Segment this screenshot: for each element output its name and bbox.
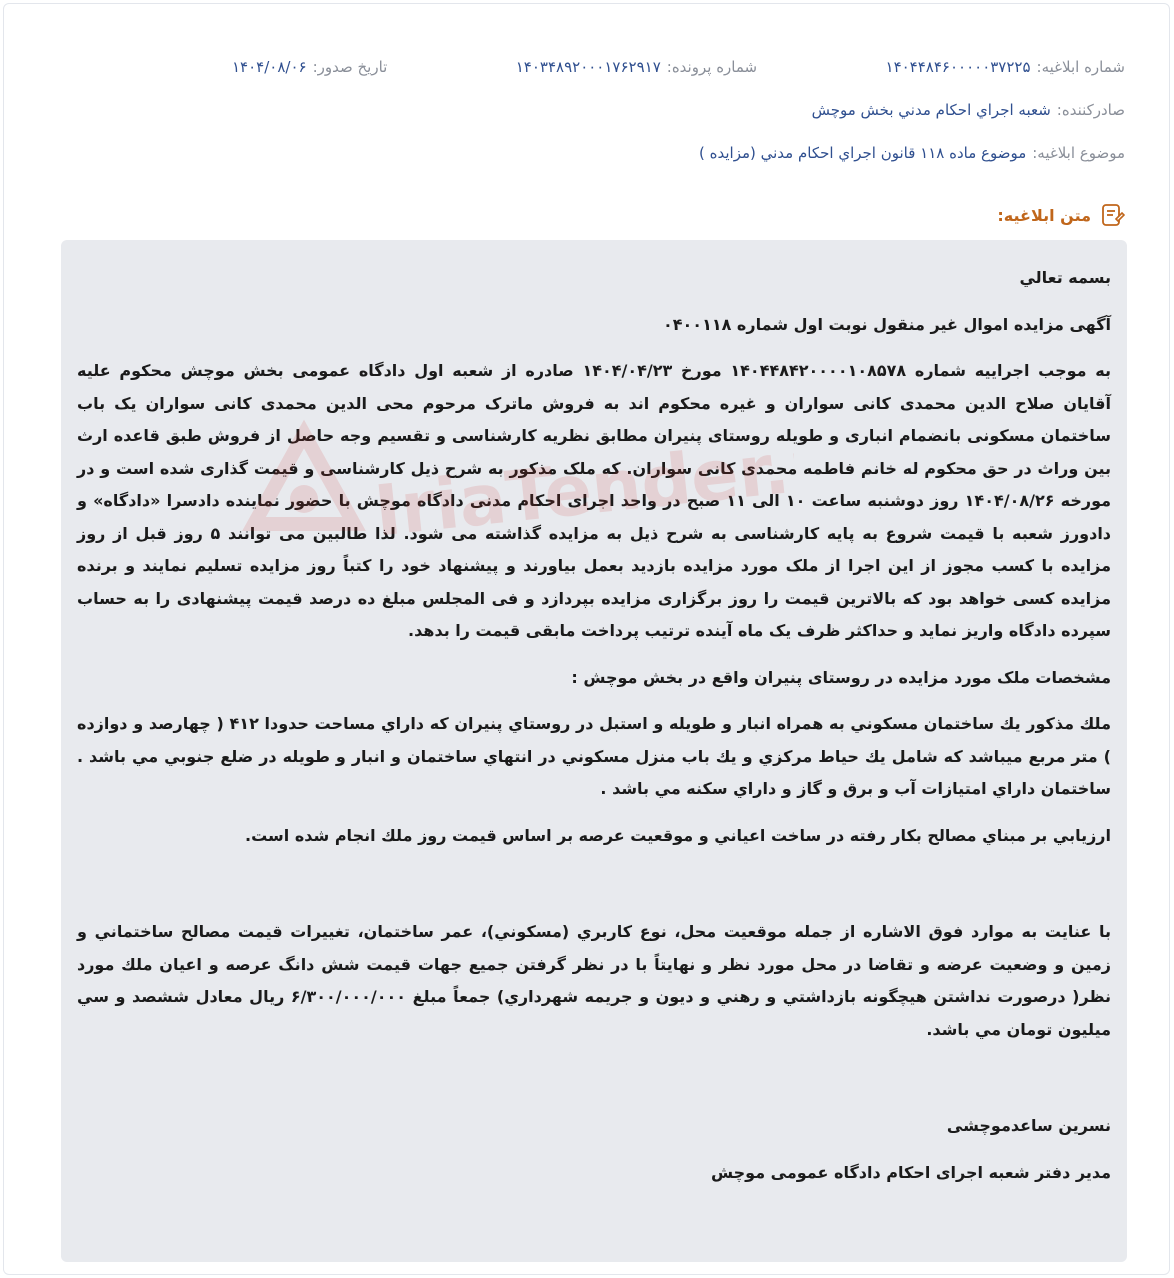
subject-value: موضوع ماده ۱۱۸ قانون اجراي احكام مدني (مزايده ) (699, 144, 1027, 162)
case-number-label: شماره پرونده: (666, 58, 758, 76)
meta-row (48, 58, 1125, 76)
case-number-value: ۱۴۰۳۴۸۹۲۰۰۰۱۷۶۲۹۱۷ (515, 58, 661, 76)
case-number (516, 58, 757, 76)
body-title: آگهی مزایده اموال غیر منقول نوبت اول شماره ۰۴۰۰۱۱۸ (663, 314, 1111, 334)
notice-number (886, 58, 1125, 76)
body-heading: بسمه تعالي (1019, 268, 1111, 287)
notice-body (61, 240, 1127, 1262)
document-icon (1099, 202, 1125, 228)
notice-number-label: شماره ابلاغیه: (1036, 58, 1125, 76)
section-title (997, 202, 1125, 228)
body-paragraph-main: به موجب اجراییه شماره ۱۴۰۴۴۸۴۲۰۰۰۰۱۰۸۵۷۸ مورخ ۱۴۰۴/۰۴/۲۳ صادره از شعبه اول دادگاه عمومی بخش موچش محکوم علیه آقایان صلاح الدین محمدی کانی سواران و غیره محکوم اند به فروش ماترک مرحوم محی الدین محمدی کانی سواران یک باب ساختمان مسکونی بانضمام انباری و طویله روستای پنیران مطابق نظریه کارشناسی و تقسیم وجه حاصل از فروش طبق قاعده ارث بین وراث در حق محکوم له خانم فاطمه محمدی کانی سواران. که ملک مذکور به شرح ذیل کارشناسی و قیمت گذاری شده است و در مورخه ۱۴۰۴/۰۸/۲۶ روز دوشنبه ساعت ۱۰ الی ۱۱ صبح در واحد اجرای احکام مدنی دادگاه موچش با حضور نماینده دادسرا «دادگاه» و دادورز شعبه با قیمت شروع به پایه کارشناسی به شرح ذیل به مزایده گذاشته می شود. لذا طالبین می توانند ۵ روز قبل از روز مزایده با کسب مجوز از این اجرا از ملک مورد مزایده بازدید بعمل بیاورند و پیشنهاد خود را کتباً روز مزایده تسلیم نمایند و برنده مزایده کسی خواهد بود که بالاترین قیمت را روز برگزاری مزایده بپردازد و فی المجلس مبلغ ده درصد قیمت پیشنهادی را به حساب سپرده دادگاه واریز نماید و حداکثر ظرف یک ماه آینده ترتیب پرداخت مابقی قیمت را بدهد. (77, 361, 1112, 640)
body-valuation-basis: ارزيابي بر مبناي مصالح بكار رفته در ساخت اعياني و موقعيت عرصه بر اساس قيمت روز ملك انجام شده است. (245, 825, 1111, 845)
issue-date (232, 58, 387, 76)
signer-title: مدیر دفتر شعبه اجرای احکام دادگاه عمومی موچش (711, 1162, 1111, 1182)
body-valuation-total: با عنايت به موارد فوق الاشاره از جمله موقعيت محل، نوع كاربري (مسكوني)، عمر ساختمان، تغييرات قيمت مصالح ساختماني و زمين و وضعيت عرضه و تقاضا در محل مورد نظر و نهايتاً با در نظر گرفتن جميع جهات قيمت شش دانگ عرصه و اعيان ملك مورد نظر( درصورت نداشتن هيچگونه بازداشتي و رهني و ديون و جريمه شهرداري) جمعاً مبلغ ۶/۳۰۰/۰۰۰/۰۰۰ ريال معادل ششصد و سي ميليون تومان مي باشد. (77, 922, 1111, 1039)
body-property-heading: مشخصات ملک مورد مزایده در روستای پنیران واقع در بخش موچش : (571, 667, 1111, 687)
signer-name: نسرین ساعدموچشی (946, 1116, 1111, 1135)
section-title-label: متن ابلاغیه: (997, 205, 1091, 225)
subject-line (699, 144, 1125, 162)
issue-date-value: ۱۴۰۴/۰۸/۰۶ (232, 58, 307, 76)
issuer-label: صادرکننده: (1056, 101, 1125, 119)
issue-date-label: تاریخ صدور: (312, 58, 388, 76)
notice-number-value: ۱۴۰۴۴۸۴۶۰۰۰۰۰۳۷۲۲۵ (885, 58, 1031, 76)
notice-card (3, 3, 1170, 1275)
body-property-description: ملك مذكور يك ساختمان مسكوني به همراه انبار و طويله و استبل در روستاي پنيران كه داراي مساحت حدودا ۴۱۲ ( چهارصد و دوازده ) متر مربع ميباشد كه شامل يك حياط مركزي و يك باب منزل مسكوني در انتهاي ساختمان و انبار و طويله در ضلع جنوبي مي باشد . ساختمان داراي امتيازات آب و برق و گاز و داراي سكنه مي باشد . (77, 714, 1111, 798)
issuer-line (812, 101, 1125, 119)
issuer-value: شعبه اجراي احكام مدني بخش موچش (811, 101, 1051, 119)
subject-label: موضوع ابلاغیه: (1032, 144, 1125, 162)
